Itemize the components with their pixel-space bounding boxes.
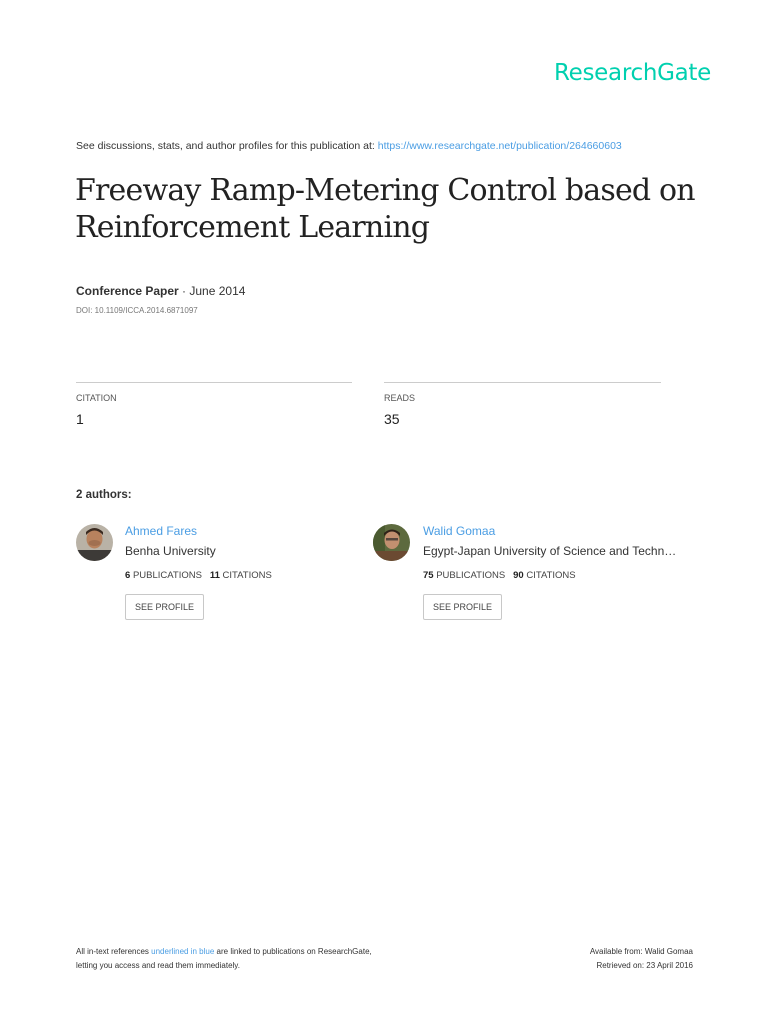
footer-retrieval [590,945,693,973]
author-citations-label-2: CITATIONS [526,570,576,581]
author-citations-count-2: 90 [513,570,524,581]
citation-divider [76,382,352,383]
author-citations-count-1: 11 [209,570,220,581]
citation-label: CITATION [76,393,117,403]
author-publications-count-2: 75 [423,570,434,581]
author-stats-1 [125,570,272,581]
retrieved-on: Retrieved on: 23 April 2016 [596,961,693,970]
author-publications-label-1: PUBLICATIONS [132,570,202,581]
reads-label: READS [384,393,416,403]
discussion-text: See discussions, stats, and author profiles for this publication at: [76,140,378,152]
reads-divider [384,382,661,383]
discussion-line [76,140,622,152]
avatar-author-2[interactable] [373,524,410,561]
publication-title: Freeway Ramp-Metering Control based on Reinforcement Learning [75,173,695,245]
footer-note-line-1 [76,945,372,959]
authors-heading: 2 authors: [76,489,132,501]
publication-doi: DOI: 10.1109/ICCA.2014.6871097 [76,306,198,315]
publication-link[interactable]: https://www.researchgate.net/publication/264660603 [377,140,622,152]
author-publications-count-1: 6 [125,570,131,581]
author-name-2[interactable]: Walid Gomaa [423,524,496,538]
citation-count: 1 [76,411,84,427]
author-name-1[interactable]: Ahmed Fares [125,524,198,538]
footer-note [76,945,372,973]
footer-suffix: are linked to publications on ResearchGate, [214,947,372,956]
author-citations-label-1: CITATIONS [222,570,272,581]
author-publications-label-2: PUBLICATIONS [436,570,506,581]
publication-type-line [76,284,245,298]
publication-type: Conference Paper [76,284,179,298]
author-institution-1: Benha University [125,544,216,558]
footer-note-line-2: letting you access and read them immediately. [76,961,240,970]
author-stats-2 [423,570,576,581]
reads-count: 35 [384,411,400,427]
see-profile-button-2[interactable]: SEE PROFILE [423,594,502,620]
footer-prefix: All in-text references [76,947,152,956]
avatar-author-1[interactable] [76,524,113,561]
author-institution-2: Egypt-Japan University of Science and Techn… [423,544,677,558]
researchgate-logo: ResearchGate [554,60,711,86]
available-from: Available from: Walid Gomaa [589,947,693,956]
see-profile-button-1[interactable]: SEE PROFILE [125,594,204,620]
publication-date: · June 2014 [178,284,246,298]
footer-link[interactable]: underlined in blue [151,947,215,956]
